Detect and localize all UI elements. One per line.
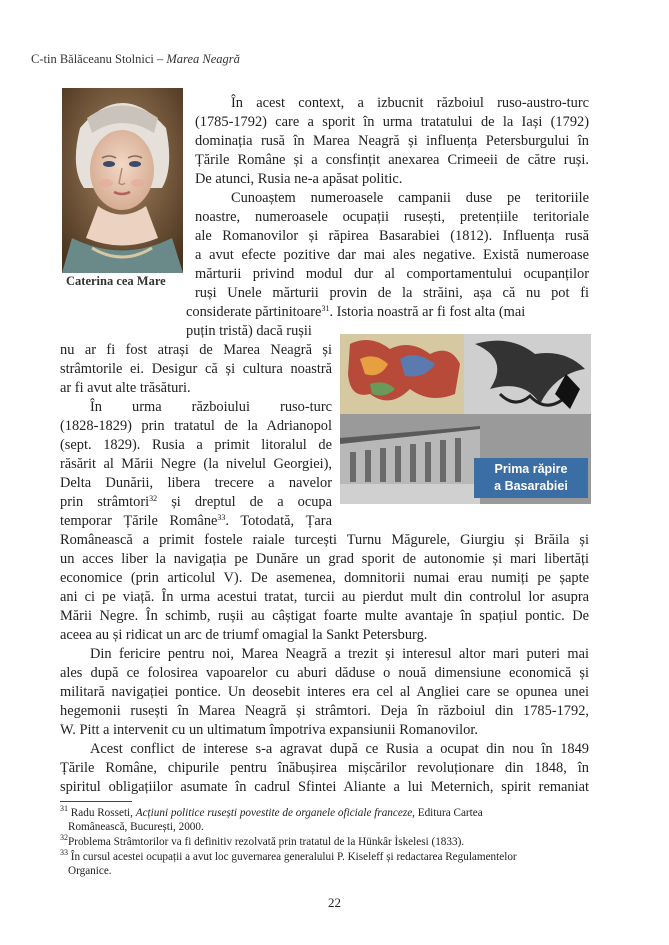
footnote-33 bbox=[60, 850, 517, 864]
text-line: mărturii privind modul dur al comportamentului ocupanților bbox=[195, 266, 589, 282]
catherine-portrait bbox=[62, 88, 183, 273]
text-line: ar fi avut alte trăsături. bbox=[60, 380, 191, 396]
text-span: Acțiuni politice rusești povestite de organele oficiale franceze, bbox=[135, 807, 415, 819]
collage-caption-line2: a Basarabiei bbox=[494, 479, 568, 493]
text-line: militară navigației pontice. Un deosebit interes era cel al Angliei care se opunea unei bbox=[60, 684, 589, 700]
text-line: Țările Române, chipurile pentru înăbușirea mișcărilor revoluționare din 1848, în bbox=[60, 760, 589, 776]
text-line: hegemonii rusești în Marea Neagră și strâmtori. Deja în războiul din 1785-1792, bbox=[60, 703, 589, 719]
text-line: nu ar fi fost atrași de Marea Neagră și bbox=[60, 342, 332, 358]
text-span: prin strâmtori bbox=[60, 494, 150, 510]
text-span: . Totodată, Țara bbox=[225, 513, 332, 529]
text-line: W. Pitt a intervenit cu un ultimatum împotriva expansiunii Romanovilor. bbox=[60, 722, 478, 738]
page-number: 22 bbox=[328, 895, 341, 910]
text-line: Mării Negre. În schimb, rușii au câștigat foarte multe avantaje în spațiul pontic. De bbox=[60, 608, 589, 624]
collage-caption-line1: Prima răpire bbox=[494, 462, 568, 476]
running-header bbox=[31, 52, 240, 67]
text-line: dominația rusă în Marea Neagră și influența Petersburgului în bbox=[195, 133, 589, 149]
text-line: puțin tristă) dacă rușii bbox=[186, 323, 312, 339]
text-line: un acces liber la navigația pe Dunăre un grad sporit de autonomie și mari libertăți bbox=[60, 551, 589, 567]
footnote-number: 32 bbox=[60, 833, 68, 842]
footnote-31-cont: Românească, București, 2000. bbox=[68, 821, 204, 833]
text-line: aceea au și ridicat un arc de triumf omagial la Sankt Petersburg. bbox=[60, 627, 428, 643]
text-line: noastre, numeroasele ocupații rusești, pretențiile teritoriale bbox=[195, 209, 589, 225]
text-span: temporar Țările Române bbox=[60, 513, 218, 529]
header-title: Marea Neagră bbox=[166, 52, 240, 66]
text-line: ale Romanovilor și răpirea Basarabiei (1812). Influența rusă bbox=[195, 228, 589, 244]
text-line bbox=[186, 303, 525, 322]
text-span: În cursul acestei ocupații a avut loc guvernarea generalului P. Kiseleff și redactarea Regulamentelor bbox=[68, 851, 517, 863]
text-line: Delta Dunării, libera trecere a navelor bbox=[60, 475, 332, 491]
text-line: răsărit al Mării Negre (la nivelul Georgiei), bbox=[60, 456, 332, 472]
text-line: Acest conflict de interese s-a agravat după ce Rusia a ocupat din nou în 1849 bbox=[90, 741, 589, 757]
text-line: ruși Unele mărturii provin de la străini, așa că nu pot fi bbox=[195, 285, 589, 301]
footnote-number: 31 bbox=[60, 804, 68, 813]
text-line: Țările Române și a consfințit anexarea Crimeeii de către ruși. bbox=[195, 152, 589, 168]
text-span: considerate părtinitoare bbox=[186, 304, 322, 320]
footnote-divider bbox=[60, 801, 132, 802]
text-line: Românească a primit fostele raiale turcești Turnu Măgurele, Giurgiu și Brăila și bbox=[60, 532, 589, 548]
footnote-31 bbox=[60, 806, 483, 820]
text-line: strâmtorile ei. Desigur că și cultura noastră bbox=[60, 361, 332, 377]
text-line: ani ci pe viață. În urma acestui tratat, turcii au pierdut mult din controlul lor asupra bbox=[60, 589, 589, 605]
text-line bbox=[60, 493, 332, 512]
collage-caption bbox=[474, 458, 588, 498]
text-line: spiritul obligațiilor asumate în cadrul Sfintei Aliante a lui Meternich, spirit remaniat bbox=[60, 779, 589, 795]
footnote-ref: 32 bbox=[149, 494, 158, 503]
text-span: . Istoria noastră ar fi fost alta (mai bbox=[329, 304, 526, 320]
footnote-33-cont: Organice. bbox=[68, 865, 112, 877]
text-span: și dreptul de a ocupa bbox=[157, 494, 332, 510]
text-line bbox=[60, 512, 332, 531]
text-line: (1828-1829) prin tratatul de la Adrianopol bbox=[60, 418, 332, 434]
text-line: Din fericire pentru noi, Marea Neagră a trezit și interesul altor mari puteri mai bbox=[90, 646, 589, 662]
text-line: a avut efecte pozitive dar mai ales negative. Există numeroase bbox=[195, 247, 589, 263]
text-line: ales după ce folosirea vapoarelor cu aburi dăduse o nouă dimensiune economică și bbox=[60, 665, 589, 681]
footnote-number: 33 bbox=[60, 848, 68, 857]
text-span: Radu Rosseti, bbox=[70, 807, 136, 819]
text-line: În urma războiului ruso-turc bbox=[90, 399, 332, 415]
header-author: C-tin Bălăceanu Stolnici – bbox=[31, 52, 164, 66]
footnote-32 bbox=[60, 835, 464, 849]
text-line: În acest context, a izbucnit războiul ruso-austro-turc bbox=[231, 95, 589, 111]
text-line: (1785-1792) care a sporit în urma tratatului de la Iași (1792) bbox=[195, 114, 589, 130]
footnote-ref: 31 bbox=[321, 304, 330, 313]
text-line: De atunci, Rusia ne-a apăsat politic. bbox=[195, 171, 403, 187]
footnote-ref: 33 bbox=[217, 513, 226, 522]
text-span: Editura Cartea bbox=[414, 807, 483, 819]
text-line: economice (prin articolul V). De asemenea, domnitorii numai erau numiți pe șapte bbox=[60, 570, 589, 586]
text-span: Problema Strâmtorilor va fi definitiv rezolvată prin tratatul de la Hünkâr İskelesi (1833). bbox=[68, 836, 465, 848]
text-line: Cunoaștem numeroasele campanii duse pe teritoriile bbox=[231, 190, 589, 206]
text-line: (sept. 1829). Rusia a primit litoralul de bbox=[60, 437, 332, 453]
portrait-caption: Caterina cea Mare bbox=[66, 274, 166, 288]
